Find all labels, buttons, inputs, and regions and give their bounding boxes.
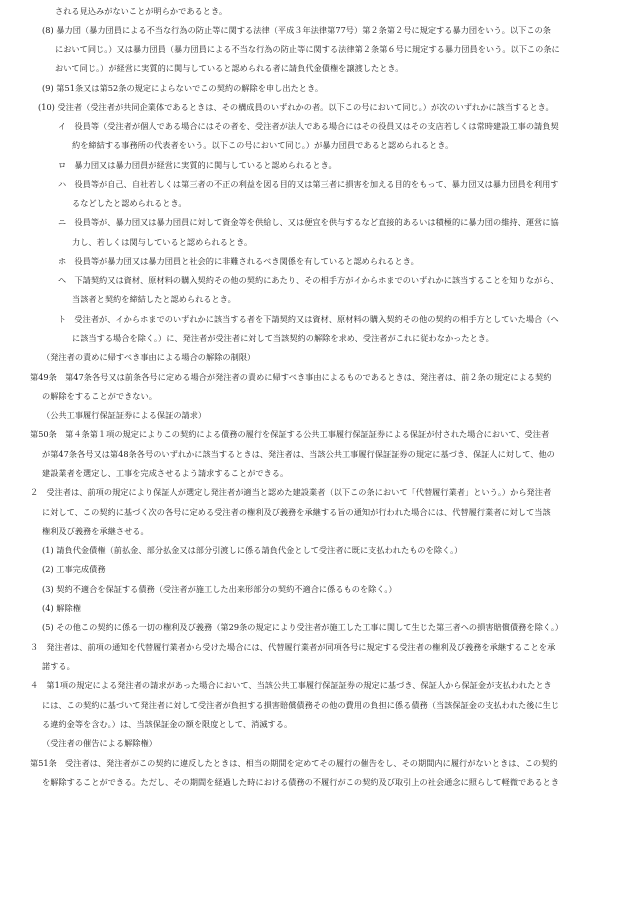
text-line: には、この契約に基づいて発注者に対して受注者が負担する損害賠償債務その他の費用の負担に係る債務（当該保証金の支払われた後に生じ bbox=[42, 700, 560, 710]
text-line: ３ 発注者は、前項の通知を代替履行業者から受けた場合には、代替履行業者が同項各号に規定する受注者の権利及び義務を承継することを承 bbox=[30, 642, 556, 652]
text-line: (3) 契約不適合を保証する債務（受注者が施工した出来形部分の契約不適合に係るものを除く。） bbox=[42, 584, 397, 594]
text-line: (5) その他この契約に係る一切の権利及び義務（第29条の規定により受注者が施工した工事に関して生じた第三者への損害賠償債務を除く。） bbox=[42, 622, 564, 632]
text-line: (2) 工事完成債務 bbox=[42, 564, 106, 574]
text-line: (9) 第51条又は第52条の規定によらないでこの契約の解除を申し出たとき。 bbox=[42, 83, 324, 93]
text-line: ト 受注者が、イからホまでのいずれかに該当する者を下請契約又は資材、原材料の購入契約その他の契約の相手方としていた場合（ヘ bbox=[58, 314, 559, 324]
text-line: 第50条 第４条第１項の規定によりこの契約による債務の履行を保証する公共工事履行保証証券による保証が付された場合において、受注者 bbox=[30, 429, 550, 439]
text-line: を解除することができる。ただし、その期間を経過した時における債務の不履行がこの契約及び取引上の社会通念に照らして軽微であるとき bbox=[42, 777, 560, 787]
text-line: 第49条 第47条各号又は前条各号に定める場合が発注者の責めに帰すべき事由によるものであるときは、発注者は、前２条の規定による契約 bbox=[30, 372, 552, 382]
text-line: ホ 役員等が暴力団又は暴力団員と社会的に非難されるべき関係を有していると認められるとき。 bbox=[58, 256, 419, 266]
text-line: イ 役員等（受注者が個人である場合にはその者を、受注者が法人である場合にはその役員又はその支店若しくは常時建設工事の請負契 bbox=[58, 121, 559, 131]
text-line: ２ 受注者は、前項の規定により保証人が選定し発注者が適当と認めた建設業者（以下この条において「代替履行業者」という。）から発注者 bbox=[30, 487, 552, 497]
text-line: に対して、この契約に基づく次の各号に定める受注者の権利及び義務を承継する旨の通知が行われた場合には、代替履行業者に対して当該 bbox=[42, 507, 551, 517]
text-line: 建設業者を選定し、工事を完成させるよう請求することができる。 bbox=[42, 468, 289, 478]
text-line: される見込みがないことが明らかであるとき。 bbox=[55, 6, 228, 16]
text-line: の解除をすることができない。 bbox=[42, 391, 157, 401]
text-line: （発注者の責めに帰すべき事由による場合の解除の制限） bbox=[42, 352, 256, 362]
text-line: 第51条 受注者は、発注者がこの契約に違反したときは、相当の期間を定めてその履行の催告をし、その期間内に履行がないときは、この契約 bbox=[30, 758, 558, 768]
text-line: （公共工事履行保証証券による保証の請求） bbox=[42, 410, 207, 420]
text-line: 約を締結する事務所の代表者をいう。以下この号において同じ。）が暴力団員であると認められるとき。 bbox=[72, 140, 454, 150]
text-line: 当該者と契約を締結したと認められるとき。 bbox=[72, 294, 236, 304]
text-line: (10) 受注者（受注者が共同企業体であるときは、その構成員のいずれかの者。以下この号において同じ。）が次のいずれかに該当するとき。 bbox=[38, 102, 554, 112]
text-line: に該当する場合を除く。）に、発注者が受注者に対して当該契約の解除を求め、受注者がこれに従わなかったとき。 bbox=[72, 333, 494, 343]
text-line: おいて同じ。）が経営に実質的に関与していると認められる者に請負代金債権を譲渡したとき。 bbox=[55, 63, 404, 73]
text-line: 諾する。 bbox=[42, 661, 75, 671]
text-line: ハ 役員等が自己、自社若しくは第三者の不正の利益を図る目的又は第三者に損害を加える目的をもって、暴力団又は暴力団員を利用す bbox=[58, 179, 559, 189]
text-line: 権利及び義務を承継させる。 bbox=[42, 526, 149, 536]
text-line: る違約金等を含む。）は、当該保証金の額を限度として、消滅する。 bbox=[42, 719, 293, 729]
text-line: ニ 役員等が、暴力団又は暴力団員に対して資金等を供給し、又は便宜を供与するなど直接的あるいは積極的に暴力団の維持、運営に協 bbox=[58, 217, 559, 227]
text-line: (1) 請負代金債権（前払金、部分払金又は部分引渡しに係る請負代金として受注者に既に支払われたものを除く。） bbox=[42, 545, 463, 555]
text-line: (8) 暴力団（暴力団員による不当な行為の防止等に関する法律（平成３年法律第77号）第２条第２号に規定する暴力団をいう。以下この条 bbox=[42, 25, 551, 35]
text-line: (4) 解除権 bbox=[42, 603, 81, 613]
text-line: が第47条各号又は第48条各号のいずれかに該当するときは、発注者は、当該公共工事履行保証証券の規定に基づき、保証人に対して、他の bbox=[42, 449, 555, 459]
text-line: ロ 暴力団又は暴力団員が経営に実質的に関与していると認められるとき。 bbox=[58, 160, 337, 170]
text-line: （受注者の催告による解除権） bbox=[42, 738, 157, 748]
text-line: において同じ。）又は暴力団員（暴力団員による不当な行為の防止等に関する法律第２条第６号に規定する暴力団員をいう。以下この条に bbox=[55, 44, 560, 54]
text-line: ４ 第1項の規定による発注者の請求があった場合において、当該公共工事履行保証証券の規定に基づき、保証人から保証金が支払われたとき bbox=[30, 680, 552, 690]
text-line: 力し、若しくは関与していると認められるとき。 bbox=[72, 237, 253, 247]
text-line: ヘ 下請契約又は資材、原材料の購入契約その他の契約にあたり、その相手方がイからホまでのいずれかに該当することを知りながら、 bbox=[58, 275, 559, 285]
text-line: るなどしたと認められるとき。 bbox=[72, 198, 187, 208]
